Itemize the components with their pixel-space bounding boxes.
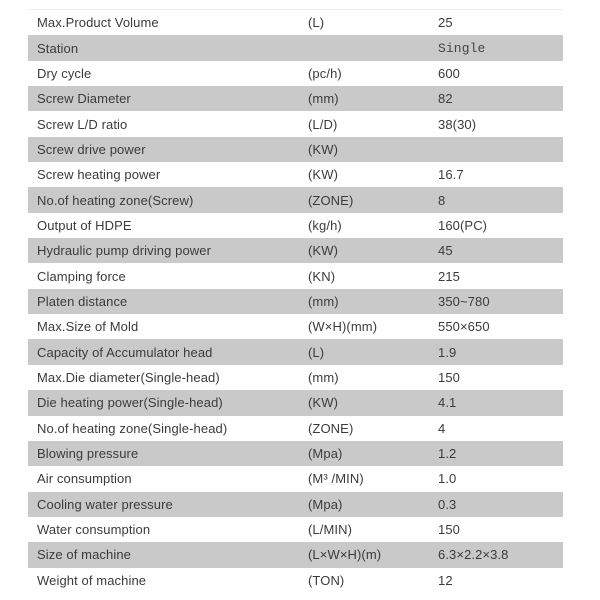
spec-name-cell: Screw Diameter bbox=[37, 91, 131, 107]
spec-name-cell: Water consumption bbox=[37, 522, 151, 538]
spec-value-cell: 0.3 bbox=[438, 496, 457, 512]
spec-name-cell: Max.Size of Mold bbox=[37, 319, 139, 335]
spec-name-cell: Screw drive power bbox=[37, 141, 146, 157]
spec-name-cell: Max.Die diameter(Single-head) bbox=[37, 369, 220, 385]
table-row bbox=[28, 365, 563, 390]
spec-value-cell: 4.1 bbox=[438, 395, 457, 411]
spec-value-cell: 600 bbox=[438, 65, 460, 81]
spec-name-cell: Cooling water pressure bbox=[37, 496, 173, 512]
table-row bbox=[28, 542, 563, 567]
spec-unit-cell: (W×H)(mm) bbox=[308, 319, 378, 335]
spec-unit-cell: (KW) bbox=[308, 141, 338, 157]
spec-unit-cell: (mm) bbox=[308, 369, 339, 385]
table-row bbox=[28, 289, 563, 314]
spec-unit-cell: (TON) bbox=[308, 572, 345, 588]
table-row bbox=[28, 339, 563, 364]
spec-unit-cell: (KN) bbox=[308, 268, 336, 284]
spec-name-cell: Size of machine bbox=[37, 547, 131, 563]
table-row bbox=[28, 517, 563, 542]
spec-value-cell: 38(30) bbox=[438, 116, 477, 132]
table-row bbox=[28, 111, 563, 136]
spec-value-cell: 150 bbox=[438, 522, 460, 538]
spec-value-cell: 1.9 bbox=[438, 344, 457, 360]
spec-unit-cell: (mm) bbox=[308, 91, 339, 107]
spec-unit-cell: (L) bbox=[308, 15, 325, 31]
spec-name-cell: Die heating power(Single-head) bbox=[37, 395, 223, 411]
spec-value-cell: 160(PC) bbox=[438, 217, 488, 233]
table-row bbox=[28, 238, 563, 263]
spec-name-cell: Max.Product Volume bbox=[37, 15, 159, 31]
spec-name-cell: Weight of machine bbox=[37, 572, 147, 588]
spec-unit-cell: (L/D) bbox=[308, 116, 338, 132]
table-row bbox=[28, 61, 563, 86]
spec-value-cell: 1.0 bbox=[438, 471, 457, 487]
spec-unit-cell: (KW) bbox=[308, 167, 338, 183]
spec-name-cell: Output of HDPE bbox=[37, 217, 132, 233]
spec-name-cell: Air consumption bbox=[37, 471, 132, 487]
spec-value-cell: 82 bbox=[438, 91, 453, 107]
table-row bbox=[28, 314, 563, 339]
spec-unit-cell: (ZONE) bbox=[308, 420, 354, 436]
spec-table bbox=[28, 9, 563, 593]
spec-value-cell: 215 bbox=[438, 268, 460, 284]
table-row bbox=[28, 390, 563, 415]
spec-value-cell: 550×650 bbox=[438, 319, 490, 335]
spec-unit-cell: (KW) bbox=[308, 395, 338, 411]
table-row bbox=[28, 213, 563, 238]
table-row bbox=[28, 35, 563, 60]
spec-value-cell: 8 bbox=[438, 192, 446, 208]
spec-name-cell: No.of heating zone(Screw) bbox=[37, 192, 194, 208]
spec-value-cell: 6.3×2.2×3.8 bbox=[438, 547, 509, 563]
spec-value-cell: 12 bbox=[438, 572, 453, 588]
spec-value-cell: 350~780 bbox=[438, 293, 490, 309]
spec-value-cell: 4 bbox=[438, 420, 446, 436]
spec-unit-cell: (KW) bbox=[308, 243, 338, 259]
spec-value-cell: Single bbox=[438, 40, 486, 56]
table-row bbox=[28, 86, 563, 111]
table-row bbox=[28, 568, 563, 593]
table-row bbox=[28, 416, 563, 441]
table-row bbox=[28, 10, 563, 35]
table-row bbox=[28, 441, 563, 466]
spec-name-cell: Hydraulic pump driving power bbox=[37, 243, 212, 259]
spec-unit-cell: (M³ /MIN) bbox=[308, 471, 364, 487]
spec-name-cell: Screw heating power bbox=[37, 167, 161, 183]
table-row bbox=[28, 137, 563, 162]
spec-name-cell: Platen distance bbox=[37, 293, 128, 309]
spec-unit-cell: (pc/h) bbox=[308, 65, 342, 81]
spec-value-cell: 1.2 bbox=[438, 446, 457, 462]
spec-name-cell: Station bbox=[37, 40, 79, 56]
table-row bbox=[28, 187, 563, 212]
spec-value-cell: 25 bbox=[438, 15, 453, 31]
spec-name-cell: No.of heating zone(Single-head) bbox=[37, 420, 228, 436]
spec-value-cell: 45 bbox=[438, 243, 453, 259]
spec-unit-cell: (L) bbox=[308, 344, 325, 360]
table-row bbox=[28, 466, 563, 491]
spec-value-cell: 150 bbox=[438, 369, 460, 385]
table-row bbox=[28, 492, 563, 517]
table-row bbox=[28, 162, 563, 187]
spec-name-cell: Blowing pressure bbox=[37, 446, 139, 462]
spec-unit-cell: (kg/h) bbox=[308, 217, 342, 233]
spec-unit-cell: (L/MIN) bbox=[308, 522, 353, 538]
spec-name-cell: Dry cycle bbox=[37, 65, 92, 81]
spec-unit-cell: (mm) bbox=[308, 293, 339, 309]
spec-name-cell: Capacity of Accumulator head bbox=[37, 344, 213, 360]
spec-name-cell: Clamping force bbox=[37, 268, 126, 284]
spec-unit-cell: (ZONE) bbox=[308, 192, 354, 208]
spec-name-cell: Screw L/D ratio bbox=[37, 116, 128, 132]
spec-unit-cell: (L×W×H)(m) bbox=[308, 547, 382, 563]
spec-unit-cell: (Mpa) bbox=[308, 446, 343, 462]
spec-value-cell: 16.7 bbox=[438, 167, 464, 183]
table-row bbox=[28, 263, 563, 288]
spec-unit-cell: (Mpa) bbox=[308, 496, 343, 512]
